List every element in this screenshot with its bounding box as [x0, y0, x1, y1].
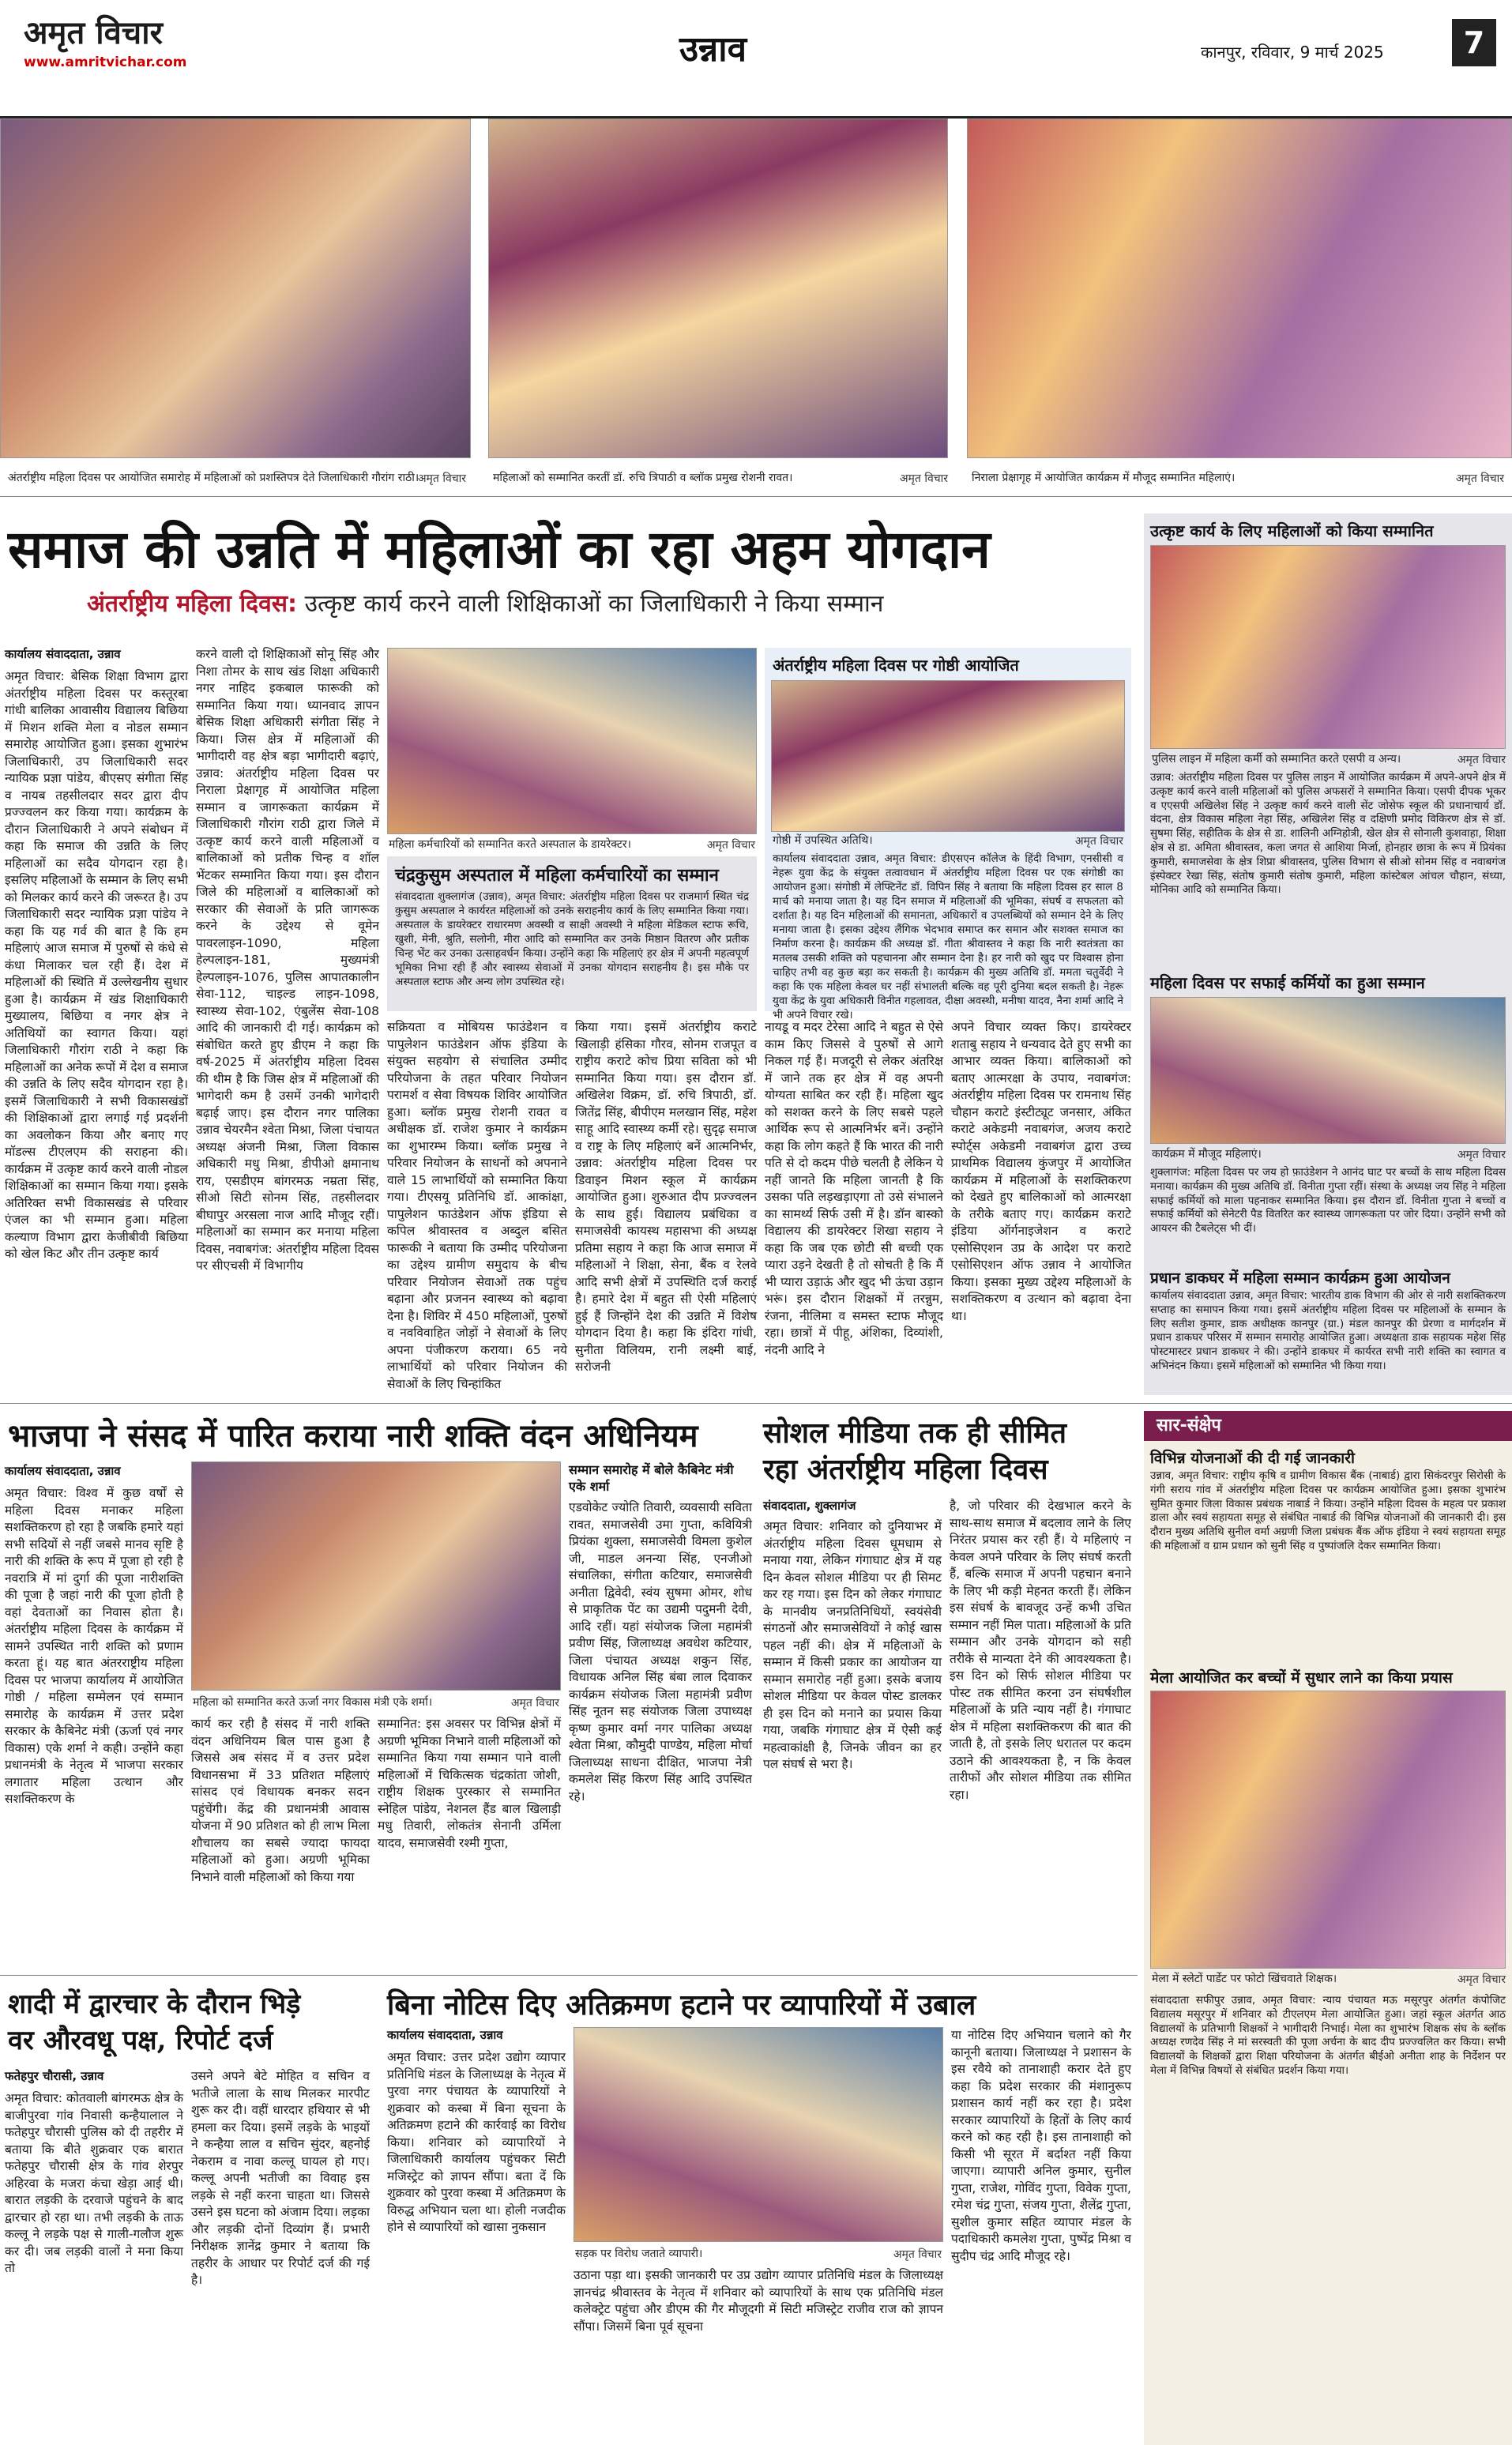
- bjp-photo-credit: अमृत विचार: [510, 1697, 559, 1710]
- encroach-byline: कार्यालय संवाददाता, उन्नाव: [387, 2028, 503, 2042]
- encroach-headline: बिना नोटिस दिए अतिक्रमण हटाने पर व्यापारियों में उबाल: [387, 1988, 976, 2022]
- hospital-body: संवाददाता शुक्लागंज (उन्नाव), अमृत विचार: अंतर्राष्ट्रीय महिला दिवस पर राजमार्ग स्थित चंद्र कुसुम अस्पताल ने कार्यरत महिलाओं को उनके सराहनीय कार्य के लिए सम्मानित किया गया। अस्पताल के डायरेक्टर राधारमण अवस्थी व साक्षी अवस्थी ने महिला मेडिकल स्टाफ रूचि, खुशी, मेनी, श्रुति, सलोनी, मीरा आदि को सम्मानित कर उनके मिष्ठान वितरण और प्रतीक चिन्ह भेंट कर उनका उत्साहवर्धन किया। उन्होंने कहा कि महिलाएं हर क्षेत्र में अपनी महत्वपूर्ण भूमिका निभा रही हैं और स्वास्थ्य सेवाओं में उनका योगदान सराहनीय है। इस मौके पर अस्पताल स्टाफ और अन्य लोग उपस्थित रहे।: [395, 890, 749, 988]
- social-col-2: है, जो परिवार की देखभाल करने के साथ-साथ समाज में बदलाव लाने के लिए निरंतर प्रयास कर रही हैं। ये महिलाएं न केवल अपने परिवार के लिए संघर्ष करती हैं, बल्कि समाज में अपनी पहचान बनाने के लिए भी कड़ी मेहनत करती हैं। लेकिन इस संघर्ष के बावजूद उन्हें कभी उचित सम्मान नहीं मिल पाता। महिलाओं के प्रति सम्मान और उनके योगदान को सही तरीके से मान्यता देने की आवश्यकता है। इस दिन को सिर्फ सोशल मीडिया पर पोस्ट तक सीमित करना उन संघर्षशील महिलाओं के प्रति न्याय नहीं है। गंगाघाट क्षेत्र में महिला सशक्तिकरण की बात की जाती है, तो इसके लिए धरातल पर कदम उठाने की आवश्यकता है, न कि केवल तारीफों और सोशल मीडिया तक सीमित रहा।: [950, 1499, 1131, 1802]
- social-headline-line-1: सोशल मीडिया तक ही सीमित: [763, 1416, 1066, 1450]
- bjp-photo-caption: महिला को सम्मानित करते ऊर्जा नगर विकास मंत्री एके शर्मा।: [193, 1696, 433, 1709]
- top-photo-3-caption: निराला प्रेक्षागृह में आयोजित कार्यक्रम में मौजूद सम्मानित महिलाएं।: [972, 472, 1236, 484]
- newspaper-logo[interactable]: [24, 9, 308, 73]
- bjp-col-3: सम्मानित: इस अवसर पर विभिन्न क्षेत्रों में अग्रणी भूमिका निभाने वाली महिलाओं को सम्मानित किया गया सम्मान पाने वाली महिलाओं में चिकित्सक चंद्रकांता जोशी, राष्ट्रीय शिक्षक पुरस्कार से सम्मानित स्नेहिल पांडेय, नेशनल हैंड बाल खिलाड़ी मधु तिवारी, लोकतंत्र सेनानी उर्मिला यादव, समाजसेवी रश्मी गुप्ता,: [378, 1717, 561, 1850]
- top-photo-2-caption: महिलाओं को सम्मानित करतीं डॉ. रुचि त्रिपाठी व ब्लॉक प्रमुख रोशनी रावत।: [493, 472, 793, 484]
- saar-photo-credit: अमृत विचार: [1457, 1973, 1506, 1986]
- top-photo-3: [967, 118, 1512, 458]
- hospital-photo-credit: अमृत विचार: [706, 839, 755, 852]
- wedding-headline-line-2: वर औरवधू पक्ष, रिपोर्ट दर्ज: [8, 2025, 273, 2056]
- lead-byline: [5, 646, 188, 665]
- lead-col-3: सक्रियता व मोबियस फाउंडेशन व पापुलेशन फाउंडेशन ऑफ इंडिया के संयुक्त सहयोग से संचालित उम्मीद परियोजना के तहत परिवार नियोजन परामर्श व सेवा विषयक शिविर आयोजित हुआ। ब्लॉक प्रमुख रोशनी रावत व अधीक्षक डॉ. राजेश कुमार ने कार्यक्रम का शुभारम्भ किया। ब्लॉक प्रमुख ने परिवार नियोजन के साधनों को अपनाने वाले 15 लाभार्थियों को सम्मानित किया गया। टीएसयू प्रतिनिधि डॉ. आकांक्षा, पापुलेशन फाउंडेशन ऑफ इंडिया से कपिल श्रीवास्तव व अब्दुल बसित फारूकी ने बताया कि उम्मीद परियोजना का उद्देश्य ग्रामीण समुदाय के बीच परिवार नियोजन सेवाओं तक पहुंच बढ़ाना और प्रजनन स्वास्थ्य को बढ़ावा देना है। शिविर में 450 महिलाओं, पुरुषों व नवविवाहित जोड़ों ने सेवाओं के लिए अपना पंजीकरण कराया। 65 नये लाभार्थियों को परिवार नियोजन की सेवाओं के लिए चिन्हांकित: [387, 1020, 567, 1391]
- bjp-col-4: एडवोकेट ज्योति तिवारी, व्यवसायी सविता रावत, समाजसेवी उमा गुप्ता, कवियित्री प्रियंका शुक्ला, समाजसेवी विमला कुशेल जी, माडल अनन्या सिंह, एनजीओ संचालिका, संगीता कटियार, समाजसेवी अनीता द्विवेदी, स्वंय सुषमा ओमर, शोध से प्राकृतिक पेंट का उद्यमी पदुमनी देवी, आदि रहीं। यहां संयोजक जिला महामंत्री प्रवीण सिंह, जिलाध्यक्ष अवधेश कटियार, जिला पंचायत अध्यक्ष शकुन सिंह, विधायक अनिल सिंह बंबा लाल दिवाकर कार्यक्रम संयोजक जिला महामंत्री प्रवीण सिंह नूतन सह संयोजक जिला उपाध्यक्ष कृष्ण कुमार वर्मा नगर पालिका अध्यक्ष श्वेता मिश्रा, कौमुदी पाण्डेय, महिला मोर्चा जिलाध्यक्ष साधना दीक्षित, भाजपा नेत्री कमलेश सिंह किरण सिंह आदि उपस्थित रहे।: [569, 1500, 752, 1804]
- section-title: उन्नाव: [679, 29, 747, 70]
- hospital-headline: चंद्रकुसुम अस्पताल में महिला कर्मचारियों का सम्मान: [395, 866, 719, 886]
- police-headline: उत्कृष्ट कार्य के लिए महिलाओं को किया सम्मानित: [1150, 521, 1434, 540]
- saar-label: सार-संक्षेप: [1144, 1411, 1512, 1441]
- bjp-byline: कार्यालय संवाददाता, उन्नाव: [5, 1464, 121, 1478]
- postman-body: कार्यालय संवाददाता उन्नाव, अमृत विचार: भारतीय डाक विभाग की ओर से नारी सशक्तिकरण सप्ताह का समापन किया गया। इसमें अंतर्राष्ट्रीय महिला दिवस पर महिलाओं के सम्मान के लिए सतीश कुमार, डाक अधीक्षक कानपुर (ग्रा.) मंडल कानपुर की प्रेरणा व मार्गदर्शन में प्रधान डाकघर परिसर में सम्मान समारोह आयोजित हुआ। अध्यक्षता डाक सहायक महेश सिंह पोस्टमास्टर प्रधान डाकघर ने की। उन्होंने डाकघर में कार्यरत सभी नारी शक्ति का स्वागत व अभिनंदन किया। इसमें महिलाओं को सम्मानित भी किया गया।: [1150, 1289, 1506, 1372]
- police-photo-caption: पुलिस लाइन में महिला कर्मी को सम्मानित करते एसपी व अन्य।: [1152, 753, 1401, 765]
- lead-kicker: अंतर्राष्ट्रीय महिला दिवस:: [87, 590, 298, 618]
- goshthi-headline: अंतर्राष्ट्रीय महिला दिवस पर गोष्ठी आयोजित: [773, 656, 1019, 675]
- wedding-byline: फतेहपुर चौरासी, उन्नाव: [5, 2069, 104, 2083]
- logo-text: अमृत विचार: [24, 14, 163, 51]
- encroach-col-1: अमृत विचार: उत्तर प्रदेश उद्योग व्यापार प्रतिनिधि मंडल के जिलाध्यक्ष के नेतृत्व में पुरवा नगर पंचायत के व्यापारियों ने शुक्रवार को कस्बा में बिना सूचना के अतिक्रमण हटाने की कार्रवाई का विरोध किया। शनिवार को व्यापारियों ने जिलाधिकारी कार्यालय पहुंचकर सिटी मजिस्ट्रेट को ज्ञापन सौंपा। बता दें कि शुक्रवार को पुरवा कस्बा में अतिक्रमण के विरुद्ध अभियान चला था। होली नजदीक होने से व्यापारियों को खासा नुकसान: [387, 2050, 566, 2234]
- goshthi-photo: [771, 680, 1125, 832]
- bjp-side-kicker-text: सम्मान समारोह में बोले कैबिनेट मंत्री एके शर्मा: [569, 1462, 734, 1494]
- hospital-photo: [387, 648, 757, 834]
- safai-photo-caption: कार्यक्रम में मौजूद महिलाएं।: [1152, 1148, 1262, 1160]
- goshthi-photo-credit: अमृत विचार: [1074, 835, 1123, 848]
- lead-col-6: अपने विचार व्यक्त किए। डायरेक्टर शताबु सहाय ने धन्यवाद देते हुए सभी का आभार व्यक्त किया। बालिकाओं को बताए आत्मरक्षा के उपाय, नवाबगंज: अंतर्राष्ट्रीय महिला दिवस पर रामनाथ सिंह चौहान कराटे इंस्टीट्यूट जनसार, अंकित कराटे अकेडमी नवाबगंज, अजय कराटे स्पोर्ट्स अकेडमी नवाबगंज द्वारा उच्च प्राथमिक विद्यालय कुंजपुर में आयोजित कार्यक्रम में महिलाओं के सशक्तिकरण को देखते हुए बालिकाओं को आत्मरक्षा के तरीके बताए गए। कार्यक्रम कराटे इंडिया ऑर्गनाइजेशन व कराटे एसोसिएशन उप्र के आदेश पर कराटे एसोसिएशन ऑफ उन्नाव ने आयोजित किया। इसका मुख्य उद्देश्य महिलाओं के सशक्तिकरण व उत्थान को बढ़ावा देना था।: [951, 1020, 1131, 1323]
- wedding-col-2: उसने अपने बेटे मोहित व सचिन व भतीजे लाला के साथ मिलकर मारपीट शुरू कर दी। वहीं धारदार हथियार से भी हमला कर दिया। इसमें लड़के के भाइयों ने कन्हैया लाल व सचिन सुंदर, बहनोई नेकराम व नावा कल्लू घायल हो गए। कल्लू अपनी भतीजी का विवाह इस लड़के से नहीं करना चाहता था। जिससे उसने इस घटना को अंजाम दिया। लड़का और लड़की दोनों दिव्यांग हैं। प्रभारी निरीक्षक ज्ञानेंद्र कुमार ने बताया कि तहरीर के आधार पर रिपोर्ट दर्ज की गई है।: [191, 2069, 370, 2287]
- top-photo-2: [488, 118, 948, 458]
- safai-photo-credit: अमृत विचार: [1457, 1149, 1506, 1161]
- website-url[interactable]: www.amritvichar.com: [24, 55, 187, 70]
- encroach-photo: [574, 2027, 943, 2242]
- bjp-col-2: कार्य कर रही है संसद में नारी शक्ति वंदन अधिनियम बिल पास हुआ है जिससे अब संसद में व उत्तर प्रदेश विधानसभा में 33 प्रतिशत महिलाएं सांसद एवं विधायक बनकर सदन पहुंचेंगी। केंद्र की प्रधानमंत्री आवास योजना में 90 प्रतिशत को ही लाभ मिला शौचालय का सबसे ज्यादा फायदा महिलाओं को हुआ। अग्रणी भूमिका निभाने वाली महिलाओं को किया गया: [191, 1717, 370, 1884]
- lead-headline: समाज की उन्नति में महिलाओं का रहा अहम योगदान: [8, 518, 991, 580]
- top-photo-2-credit: अमृत विचार: [899, 472, 948, 485]
- top-photo-1-caption: अंतर्राष्ट्रीय महिला दिवस पर आयोजित समारोह में महिलाओं को प्रशस्तिपत्र देते जिलाधिकारी गौरांग राठी।: [8, 472, 419, 484]
- encroach-photo-credit: अमृत विचार: [893, 2248, 942, 2261]
- lead-subhead: [87, 586, 883, 619]
- encroach-col-2: उठाना पड़ा था। इसकी जानकारी पर उप्र उद्योग व्यापार प्रतिनिधि मंडल के जिलाध्यक्ष ज्ञानचंद्र श्रीवास्तव के नेतृत्व में शनिवार को व्यापारियों के साथ एक प्रतिनिधि मंडल कलेक्ट्रेट पहुंचा और डीएम की गैर मौजूदगी में सिटी मजिस्ट्रेट राजीव राज को ज्ञापन सौंपा। जिसमें बिना पूर्व सूचना: [574, 2268, 943, 2334]
- divider: [0, 1975, 1138, 1976]
- saar-headline-2: मेला आयोजित कर बच्चों में सुधार लाने का किया प्रयास: [1150, 1669, 1453, 1687]
- postman-headline: प्रधान डाकघर में महिला सम्मान कार्यक्रम हुआ आयोजन: [1150, 1270, 1450, 1287]
- goshthi-box: [765, 648, 1131, 1021]
- police-photo-credit: अमृत विचार: [1457, 754, 1506, 766]
- goshthi-photo-caption: गोष्ठी में उपस्थित अतिथि।: [773, 834, 873, 847]
- lead-col-4: किया गया। इसमें अंतर्राष्ट्रीय कराटे खिलाड़ी हंसिका गौरव, सोनम राजपूत व राष्ट्रीय कराटे कोच प्रिया सविता को भी सम्मानित किया गया। इस दौरान डॉ. अखिलेश विक्रम, डॉ. रुचि त्रिपाठी, डॉ. जितेंद्र सिंह, बीपीएम मलखान सिंह, महेश साहू आदि स्वास्थ्य कर्मी रहे। सुदृढ़ समाज व राष्ट्र के लिए महिलाएं बनें आत्मनिर्भर, उन्नाव: अंतर्राष्ट्रीय महिला दिवस पर डिवाइन मिशन स्कूल में कार्यक्रम आयोजित हुआ। शुरुआत दीप प्रज्ज्वलन के साथ हुई। विद्यालय प्रबंधिका व समाजसेवी कायस्थ महासभा की अध्यक्ष प्रतिमा सहाय ने कहा कि आज समाज में महिलाओं ने शिक्षा, सेना, बैंक व रेलवे आदि सभी क्षेत्रों में उपस्थिति दर्ज कराई है। हमारे देश में बहुत सी ऐसी महिलाएं हुई हैं जिन्होंने देश की उन्नति में विशेष योगदान दिया है। कहा कि इंदिरा गांधी, सुनीता विलियम, रानी लक्ष्मी बाई, सरोजनी: [575, 1020, 757, 1374]
- lead-col-5: नायडू व मदर टेरेसा आदि ने बहुत से ऐसे काम किए जिससे वे पुरुषों से आगे निकल गई हैं। मजदूरी से लेकर अंतरिक्ष में जाने तक हर क्षेत्र में वह अपनी योग्यता साबित कर रही हैं। महिला खुद को सशक्त करने के लिए सबसे पहले आर्थिक रूप से आत्मनिर्भर बनें। उन्होंने कहा कि लोग कहते हैं कि भारत की नारी पति से दो कदम पीछे चलती है लेकिन ये नहीं जानते कि महिला जानती है कि उसका पति लड़खड़ाएगा तो उसे संभालने का सामर्थ्य सिर्फ उसी में है। डॉन बास्को विद्यालय की डायरेक्टर शिखा सहाय ने कहा कि जब एक छोटी सी बच्ची एक प्यारा उड़ने देखती है तो सोचती है कि मैं भी प्यारा उड़ाऊं और खुद भी ऊंचा उड़ान भरूं। इस दौरान शिक्षकों में तरन्नुम, रंजना, नीलिमा व समस्त स्टाफ मौजूद रहा। छात्रों में पीहू, अंशिका, दिव्यांशी, नंदनी आदि ने: [765, 1020, 943, 1357]
- police-body: उन्नाव: अंतर्राष्ट्रीय महिला दिवस पर पुलिस लाइन में आयोजित कार्यक्रम में अपने-अपने क्षेत्र में उत्कृष्ट कार्य करने वाली महिलाओं को पुलिस अफसरों ने सम्मानित किया। एसपी दीपक भूकर व एएसपी अखिलेश सिंह ने उत्कृष्ट कार्य करने वाली सेंट जोसेफ स्कूल की प्रधानाचार्य डॉ. वंदना, क्षेत्र विकास महिला नेहा सिंह, अखिलेश सिंह व दक्षिणी प्रमोद विकिरण क्षेत्र से डॉ. सुषमा सिंह, सहीतिक के क्षेत्र से डा. शालिनी अग्निहोत्री, खेल क्षेत्र से सोनाली कुशवाहा, शिक्षा क्षेत्र से डा. अमिता श्रीवास्तव, कला जगत से आशिया मिर्जा, होनहार छात्रा के रूप में प्रियंका कुमारी, समाजसेवा के क्षेत्र शिप्रा श्रीवास्तव, पुलिस विभाग से सीओ सोनम सिंह व नवाबगंज इंस्पेक्टर रेखा सिंह, संतोष कुमारी संतोष कुमारी, महिला कांस्टेबल आंचल चौहान, संध्या, मोनिका आदि को सम्मानित किया।: [1150, 771, 1506, 897]
- wedding-headline-line-1: शादी में द्वारचार के दौरान भिड़े: [8, 1988, 301, 2020]
- safai-photo: [1150, 997, 1506, 1144]
- encroach-col-3: या नोटिस दिए अभियान चलाने को गैर कानूनी बताया। जिलाध्यक्ष ने प्रशासन के इस रवैये को तानाशाही करार देते हुए कहा कि प्रदेश सरकार की मंशानुरूप प्रशासन कार्य नहीं कर रहा है। प्रदेश सरकार व्यापारियों के हितों के लिए कार्य करने को कह रही है। इस तानाशाही को किसी भी सूरत में बर्दाश्त नहीं किया जाएगा। व्यापारी अनिल कुमार, सुनील गुप्ता, राजेश, गोविंद गुप्ता, विवेक गुप्ता, रमेश चंद्र गुप्ता, संजय गुप्ता, शैलेंद्र गुप्ता, सुशील कुमार सहित व्यापार मंडल के पदाधिकारी कमलेश गुप्ता, पुष्पेंद्र मिश्रा व सुदीप चंद्र आदि मौजूद रहे।: [951, 2028, 1131, 2263]
- lead-byline-text: कार्यालय संवाददाता, उन्नाव: [5, 647, 121, 661]
- lead-col-2: करने वाली दो शिक्षिकाओं सोनू सिंह और निशा तोमर के साथ खंड शिक्षा अधिकारी नगर नाहिद इकबाल फारूकी को सम्मानित किया गया। ध्यानवाद ज्ञापन बेसिक शिक्षा अधिकारी संगीता सिंह ने किया। जिस क्षेत्र में महिलाओं की भागीदारी वह क्षेत्र बड़ा भागीदारी बढ़ाएं, उन्नाव: अंतर्राष्ट्रीय महिला दिवस पर निराला प्रेक्षागृह में आयोजित महिला सम्मान व जागरूकता कार्यक्रम में जिलाधिकारी गौरांग राठी द्वारा जिले में उत्कृष्ट कार्य करने वाली महिलाओं व बालिकाओं को प्रतीक चिन्ह व शॉल भेंटकर सम्मानित किया गया। इस दौरान जिले की महिलाओं व बालिकाओं को सरकार की सेवाओं के प्रति जागरूक करने के उद्देश्य से वूमेन पावरलाइन-1090, महिला हेल्पलाइन-181, मुख्यमंत्री हेल्पलाइन-1076, पुलिस आपातकालीन सेवा-112, चाइल्ड लाइन-1098, स्वास्थ्य सेवा-102, एंबुलेंस सेवा-108 आदि की जानकारी दी गई। कार्यक्रम को संबोधित करते हुए डीएम ने कहा कि वर्ष-2025 में अंतर्राष्ट्रीय महिला दिवस की थीम है कि जिस क्षेत्र में महिलाओं की भागेदारी कम है उसमें उनकी भागेदारी बढ़ाई जाए। इस दौरान नगर पालिका उन्नाव चेयरमैन श्वेता मिश्रा, जिला पंचायत अध्यक्ष अंजनी मिश्रा, जिला विकास अधिकारी मधु मिश्रा, डीपीओ क्षमानाथ राय, एसडीएम बांगरमऊ नम्रता सिंह, सीओ सिटी सोनम सिंह, तहसीलदार बीघापुर अरसला नाज आदि मौजूद रहीं। महिलाओं का सम्मान कर मनाया महिला दिवस, नवाबगंज: अंतर्राष्ट्रीय महिला दिवस पर सीएचसी में विभागीय: [196, 647, 379, 1273]
- hospital-box: [387, 856, 757, 1011]
- social-col-1: अमृत विचार: शनिवार को दुनियाभर में अंतर्राष्ट्रीय महिला दिवस धूमधाम से मनाया गया, लेकिन गंगाघाट क्षेत्र में यह दिन केवल सोशल मीडिया पर ही सिमट कर रह गया। इस दिन को लेकर गंगाघाट के मानवीय जनप्रतिनिधियों, स्वयंसेवी संगठनों और समाजसेवियों ने कोई खास पहल नहीं की। क्षेत्र में महिलाओं के सम्मान में किसी प्रकार का आयोजन या सम्मान समारोह नहीं हुआ। इसके बजाय सोशल मीडिया पर केवल पोस्ट डालकर ही इस दिन को मनाने का प्रयास किया गया, जबकि गंगाघाट क्षेत्र में ऐसी कई महत्वाकांक्षी है, जिनके जीवन का हर पल संघर्ष से भरा है।: [763, 1519, 942, 1771]
- saar-photo-caption: मेला में स्लेटों पार्डेट पर फोटो खिंचवाते शिक्षक।: [1152, 1973, 1337, 1985]
- top-photo-3-credit: अमृत विचार: [1455, 472, 1504, 485]
- saar-body-2: संवाददाता सफीपुर उन्नाव, अमृत विचार: न्याय पंचायत मऊ मसूरपुर अंतर्गत कंपोजिट विद्यालय मसूरपुर में शनिवार को टीएलएम मेला आयोजित हुआ। जहां स्कूल अंतर्गत आठ विद्यालयों के प्रतिभागी शिक्षकों ने भागीदारी निभाई। मेला का शुभारंभ शिक्षक संघ के ब्लॉक अध्यक्ष रणदेव सिंह ने मां सरस्वती की पूजा अर्चना के बाद दीप प्रज्ज्वलित कर किया। सभी विद्यालयों के शिक्षकों द्वारा शिक्षा परियोजना के अंतर्गत बीईओ अनीता शाह के निर्देशन पर मेला में विभिन्न विषयों से संबंधित प्रदर्शन किया गया।: [1150, 1994, 1506, 2077]
- hospital-photo-caption: महिला कर्मचारियों को सम्मानित करते अस्पताल के डायरेक्टर।: [389, 838, 631, 851]
- lead-subhead-text: उत्कृष्ट कार्य करने वाली शिक्षिकाओं का जिलाधिकारी ने किया सम्मान: [304, 590, 884, 618]
- wedding-col-1: अमृत विचार: कोतवाली बांगरमऊ क्षेत्र के बाजीपुरवा गांव निवासी कन्हैयालाल ने फतेहपुर चौरासी पुलिस को दी तहरीर में बताया कि बीते शुक्रवार एक बारात फतेहपुर चौरासी क्षेत्र के गांव शेरपुर अहिरवा के मजरा कंचा खेड़ा आई थी। बारात लड़की के दरवाजे पहुंचने के बाद द्वारचार हो रहा था। तभी लड़की के ताऊ कल्लू ने लड़के पक्ष से गाली-गलौज शुरू कर दी। जब लड़की वालों ने मना किया तो: [5, 2091, 183, 2275]
- bjp-side-kicker: [569, 1461, 752, 1495]
- social-headline-line-2: रहा अंतर्राष्ट्रीय महिला दिवस: [763, 1453, 1048, 1486]
- police-photo: [1150, 545, 1506, 749]
- saar-photo: [1150, 1691, 1506, 1969]
- saar-headline-1: विभिन्न योजनाओं की दी गई जानकारी: [1150, 1450, 1355, 1467]
- safai-headline: महिला दिवस पर सफाई कर्मियों का हुआ सम्मान: [1150, 973, 1425, 992]
- divider: [0, 1403, 1512, 1404]
- goshthi-body: कार्यालय संवाददाता उन्नाव, अमृत विचार: डीएसएन कॉलेज के हिंदी विभाग, एनसीसी व नेहरू युवा केंद्र के संयुक्त तत्वावधान में अंतर्राष्ट्रीय महिला दिवस पर एक संगोष्ठी का आयोजन हुआ। संगोष्ठी में लेफ्टिनेंट डॉ. विपिन सिंह ने बताया कि महिला दिवस हर साल 8 मार्च को मनाया जाता है। यह दिन समाज में महिलाओं की भूमिका, संघर्ष व सफलता को दर्शाता है। यह दिन महिलाओं की समानता, अधिकारों व उपलब्धियों को सम्मान देने के लिए मनाया जाता है। इसका उद्देश्य लैंगिक भेदभाव समाप्त कर समान और सशक्त समाज का निर्माण करना है। कार्यक्रम की अध्यक्ष डॉ. गीता श्रीवास्तव ने कहा कि नारी स्वतंत्रता का मतलब उसकी शक्ति को पहचानना और सम्मान देना है। हर नारी को खुद पर विश्वास होना चाहिए तभी वह कुछ बड़ा कर सकती है। कार्यक्रम की मुख्य अतिथि डॉ. ममता चतुर्वेदी ने कहा कि एक महिला केवल घर नहीं संभालती बल्कि वह पूरी दुनिया बदल सकती है। नेहरू युवा केंद्र के युवा अधिकारी विनीत गहलावत, दीक्षा अवस्थी, मनीषा यादव, नैना शर्मा आदि ने भी अपने विचार रखे।: [773, 852, 1123, 1021]
- dateline: कानपुर, रविवार, 9 मार्च 2025: [1201, 43, 1384, 62]
- divider: [0, 496, 1512, 497]
- social-byline: संवाददाता, शुक्लागंज: [763, 1499, 856, 1513]
- saar-body-1: उन्नाव, अमृत विचार: राष्ट्रीय कृषि व ग्रामीण विकास बैंक (नाबार्ड) द्वारा सिकंदरपुर सिरोसी के गंगी सराय गांव में अंतर्राष्ट्रीय महिला दिवस पर कार्यक्रम आयोजित हुआ। इसका शुभारंभ सुमित कुमार जिला विकास प्रबंधक नाबार्ड ने किया। उन्होंने महिला दिवस के महत्व पर प्रकाश डाला और स्वयं सहायता समूह से संबंधित नाबार्ड की विभिन्न योजनाओं की जानकारी दी। इस दौरान मुख्य अतिथि सुनील वर्मा अग्रणी जिला प्रबंधक बैंक ऑफ इंडिया ने स्वयं सहायता समूह की महिलाओं व ग्राम प्रधान को सुनी सिंह व पुष्पांजलि देकर सम्मानित किया।: [1150, 1469, 1506, 1552]
- bjp-photo: [191, 1461, 561, 1691]
- top-photo-1-credit: अमृत विचार: [417, 472, 466, 485]
- safai-body: शुक्लागंज: महिला दिवस पर जय हो फ़ाउंडेशन ने आनंद घाट पर बच्चों के साथ महिला दिवस मनाया। कार्यक्रम की मुख्य अतिथि डॉ. विनीता गुप्ता रहीं। संस्था के अध्यक्ष जय सिंह ने महिला सफाई कर्मियों को माला पहनाकर सम्मानित किया। इस दौरान डॉ. विनीता गुप्ता ने बच्चों व सफाई कर्मियों को सेनेटरी पैड वितरित कर स्वास्थ्य जागरूकता पर जोर दिया। उन्होंने सभी को आयरन की टैबलेट्स भी दीं।: [1150, 1166, 1506, 1236]
- encroach-photo-caption: सड़क पर विरोध जताते व्यापारी।: [575, 2248, 703, 2260]
- page-number: 7: [1452, 19, 1496, 66]
- lead-col-1: अमृत विचार: बेसिक शिक्षा विभाग द्वारा अंतर्राष्ट्रीय महिला दिवस पर कस्तूरबा गांधी बालिका आवासीय विद्यालय बिछिया में मिशन शक्ति मेला व नोडल सम्मान समारोह आयोजित हुआ। इसका शुभारंभ जिलाधिकारी, उप जिलाधिकारी सदर न्यायिक प्रज्ञा पांडेय, बीएसए संगीता सिंह व नायब तहसीलदार सदर द्वारा दीप प्रज्ज्वलन कर किया गया। कार्यक्रम के दौरान जिलाधिकारी ने अपने संबोधन में कहा कि समाज की उन्नति के लिए महिलाओं का सदैव योगदान रहा है। इसलिए महिलाओं के सम्मान के लिए सभी को मिलकर कार्य करने की जरूरत है। उप जिलाधिकारी सदर न्यायिक प्रज्ञा पांडेय ने कहा कि यह गर्व की बात है कि हम महिलाएं आज समाज में पुरुषों से कंधे से कंधा मिलाकर चल रही हैं। देश में महिलाओं की स्थिति में उल्लेखनीय सुधार हुआ है। कार्यक्रम में खंड शिक्षाधिकारी मुख्यालय, बिछिया व नगर क्षेत्र ने अतिथियों का स्वागत किया। यहां जिलाधिकारी गौरांग राठी ने कहा कि महिलाओं का अनेक रूपों में देश व समाज की उन्नति के लिए सदैव योगदान रहा है। इसमें जिलाधिकारी ने सभी विकासखंडों की शिक्षिकाओं द्वारा लगाई गई प्रदर्शनी का अवलोकन किया और बनाए गए मॉडल्स टीएलएम की सराहना की। कार्यक्रम में उत्कृष्ट कार्य करने वाली नोडल शिक्षिकाओं का सम्मान किया गया। इसके अतिरिक्त सभी विकासखंड से परिवार एंजल का भी सम्मान हुआ। महिला कल्याण विभाग द्वारा केजीबीवी बिछिया को खेल किट और तीन उत्कृष्ट कार्य: [5, 669, 188, 1261]
- top-photo-1: [0, 118, 471, 458]
- bjp-col-1: अमृत विचार: विश्व में कुछ वर्षों से महिला दिवस मनाकर महिला सशक्तिकरण हो रहा है जबकि हमारे यहां सभी सदियों से नहीं जबसे मानव सृष्टि है नारी की शक्ति के रूप में पूजा हो रही है नवरात्रि में मां दुर्गा की पूजा नारीशक्ति की पूजा है जहां नारी की पूजा होती है वहां देवताओं का निवास होता है। अंतर्राष्ट्रीय महिला दिवस के कार्यक्रम में सामने उपस्थित नारी शक्ति को प्रणाम करता हूं। यह बात अंतरराष्ट्रीय महिला दिवस पर भाजपा कार्यालय में आयोजित गोष्ठी / महिला सम्मेलन एवं सम्मान समारोह के कार्यक्रम में उत्तर प्रदेश सरकार के कैबिनेट मंत्री (ऊर्जा एवं नगर विकास) एके शर्मा ने कही। उन्होंने कहा प्रधानमंत्री के नेतृत्व में भाजपा सरकार लगातार महिला उत्थान और सशक्तिकरण के: [5, 1486, 183, 1806]
- bjp-headline: भाजपा ने संसद में पारित कराया नारी शक्ति वंदन अधिनियम: [8, 1417, 698, 1454]
